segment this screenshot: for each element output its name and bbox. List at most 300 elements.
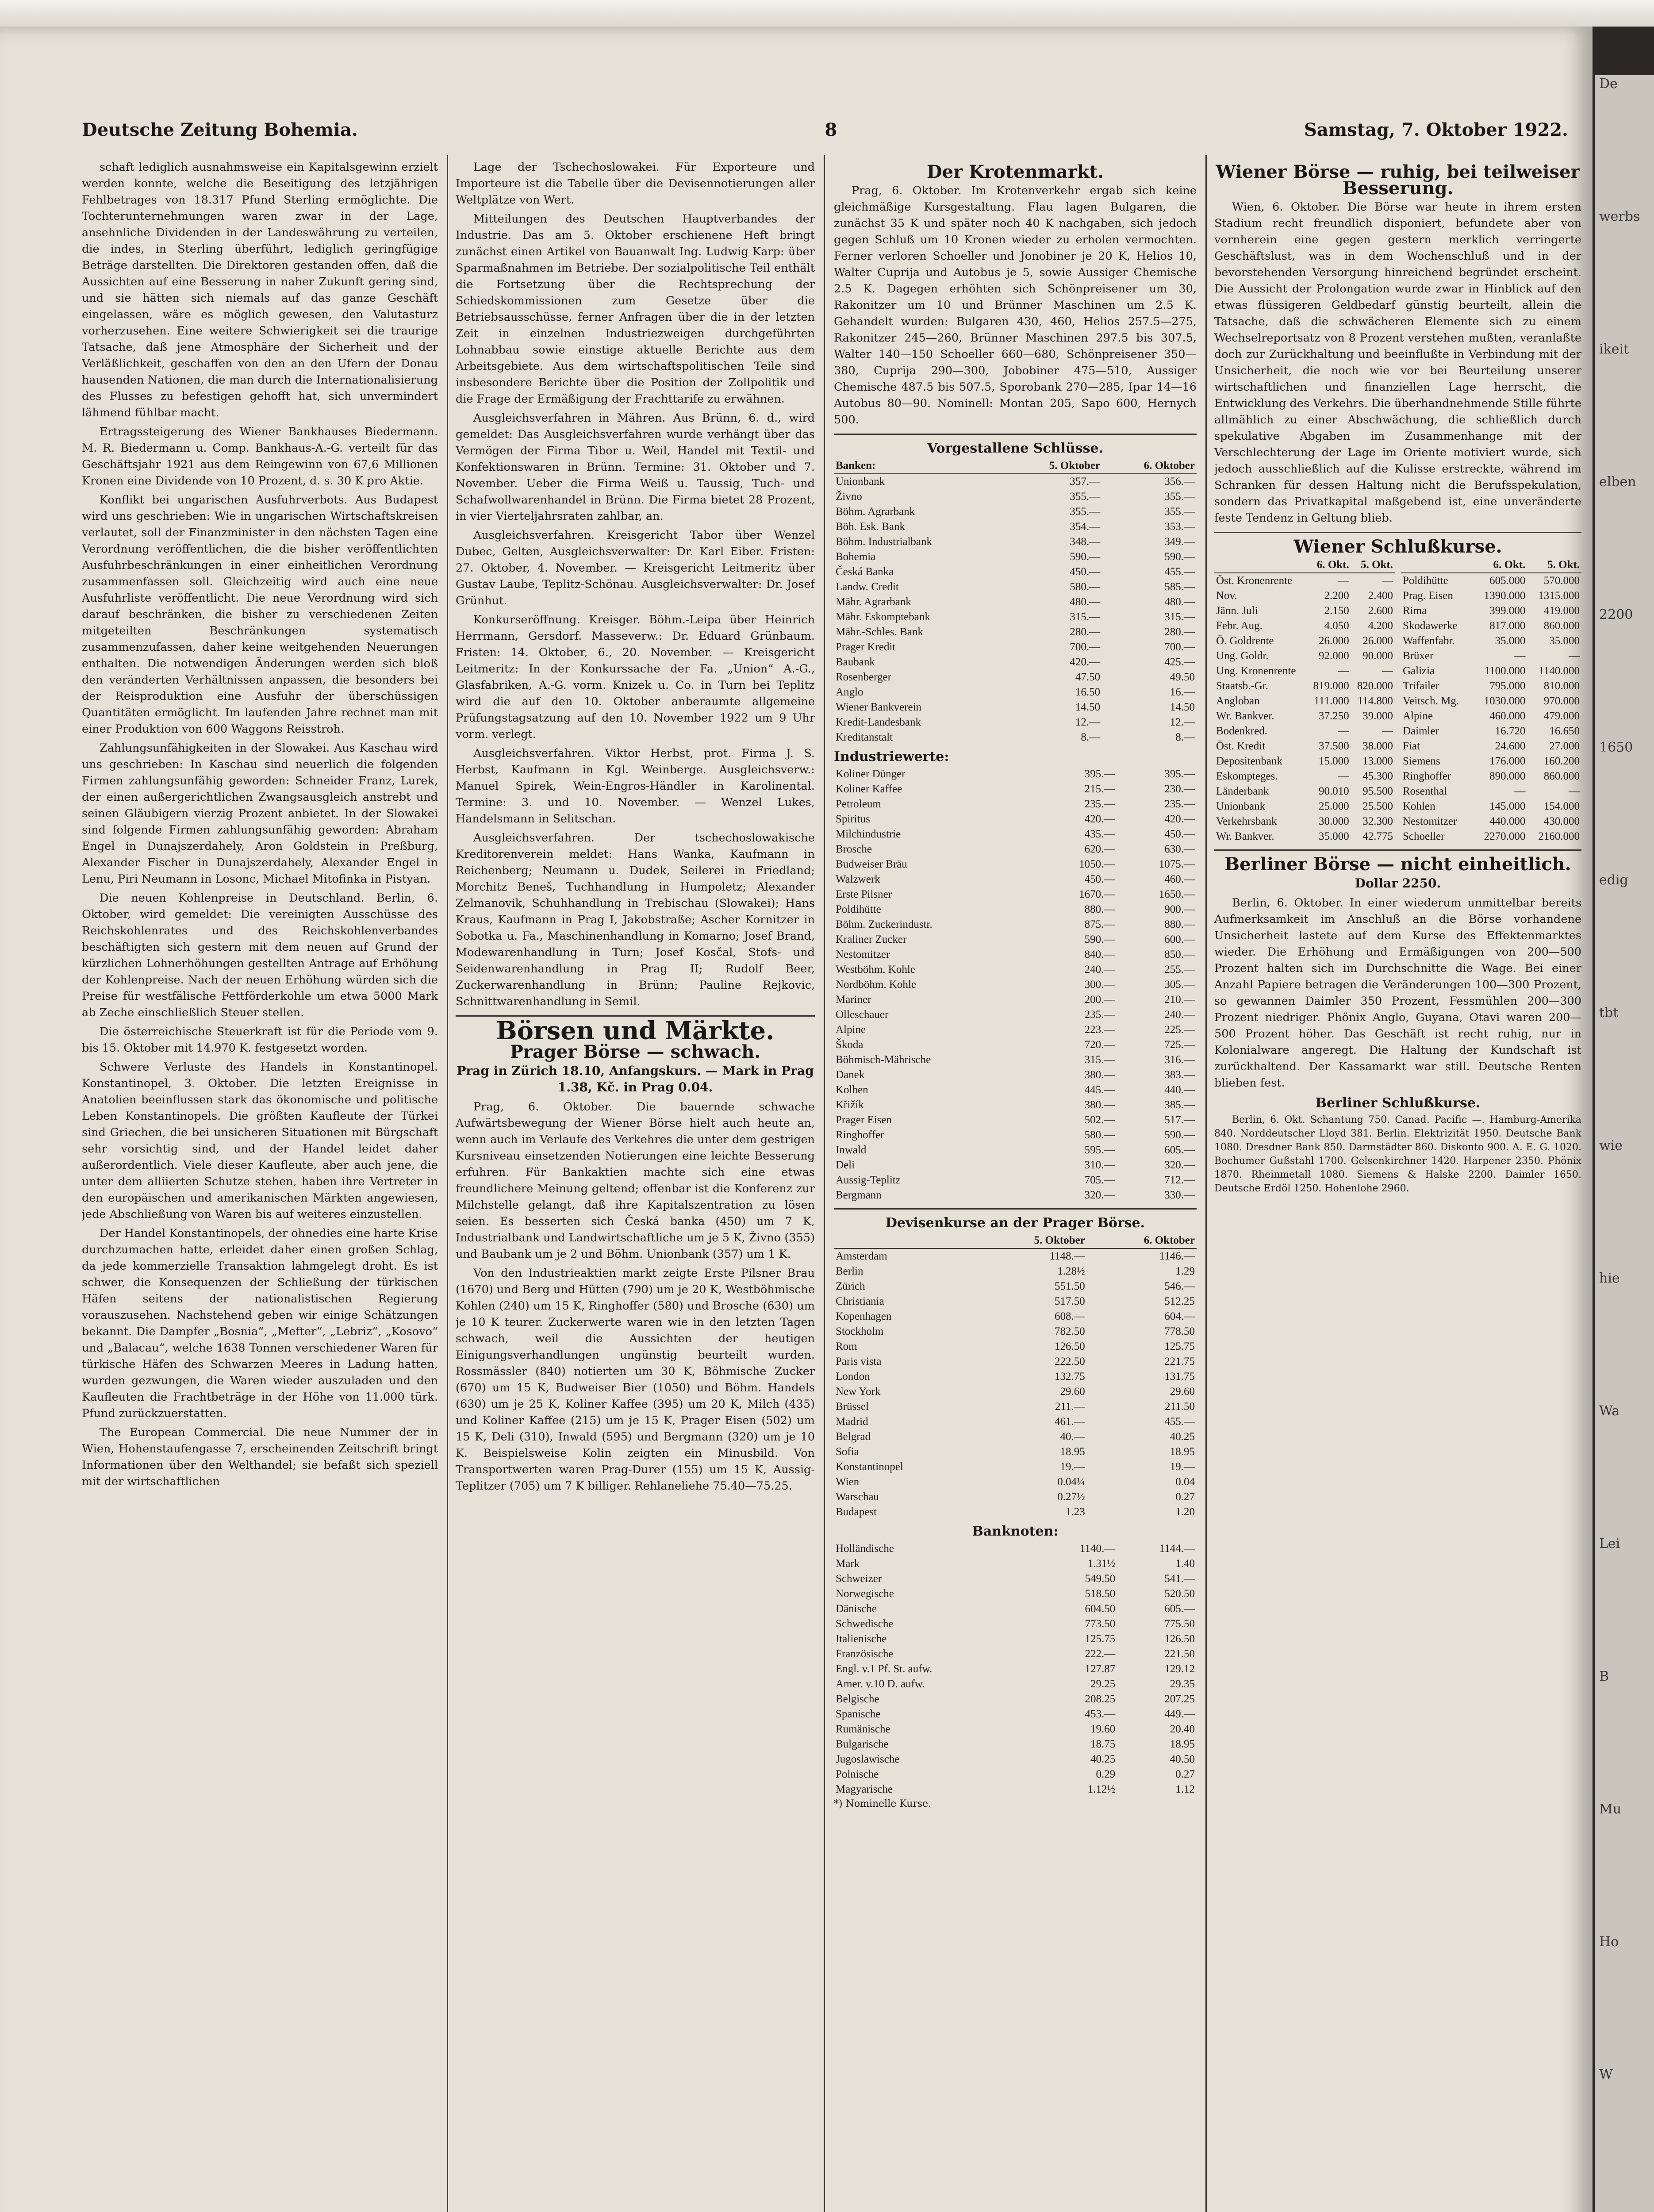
- divider: [1214, 532, 1581, 533]
- security-name: Kredit-Landesbank: [836, 716, 921, 728]
- rate-value: 1148.—: [1049, 1250, 1085, 1262]
- table-row: [834, 625, 1197, 640]
- paragraph: Lage der Tschechoslowakei. Für Exporteure und Importeure ist die Tabelle über die Devisennotierungen aller Weltplätze von Wert.: [456, 161, 815, 207]
- column-1: [82, 159, 438, 2212]
- table-row: [834, 1414, 1197, 1429]
- rate-value: 235.—: [1164, 798, 1195, 810]
- security-name: Kohlen: [1403, 800, 1435, 812]
- closing-rates-title: Vorgestallene Schlüsse.: [927, 441, 1104, 456]
- kroten-market-title: Der Krotenmarkt.: [926, 161, 1104, 182]
- table-row: [834, 1384, 1197, 1399]
- rate-value: 30.000: [1319, 815, 1349, 827]
- adjacent-page-strip: [1595, 75, 1654, 2212]
- security-name: Trifailer: [1403, 680, 1439, 692]
- table-row: [834, 1173, 1197, 1188]
- table-row: [834, 1369, 1197, 1384]
- rate-value: 860.000: [1543, 620, 1580, 632]
- rate-value: 820.000: [1357, 680, 1393, 692]
- table-row: [1214, 799, 1395, 814]
- table-row: [1401, 769, 1581, 784]
- table-row: [1214, 829, 1395, 844]
- banknotes-title: Banknoten:: [972, 1524, 1059, 1539]
- security-name: Staatsb.-Gr.: [1216, 680, 1269, 692]
- rate-value: 40.25: [1090, 1753, 1116, 1765]
- rate-value: 154.000: [1543, 800, 1580, 812]
- prague-exchange-title: Prager Börse — schwach.: [510, 1041, 761, 1062]
- adjacent-page-fragment: Lei: [1599, 1536, 1620, 1551]
- table-row: [1401, 694, 1581, 709]
- security-name: Öst. Kredit: [1216, 740, 1266, 752]
- rate-value: 211.50: [1165, 1401, 1195, 1413]
- rate-value: 778.50: [1164, 1325, 1195, 1337]
- table-row: [1214, 664, 1395, 679]
- security-name: Rosenthal: [1403, 785, 1447, 797]
- rate-value: 595.—: [1084, 1144, 1115, 1156]
- table-row: [1214, 573, 1395, 588]
- table-row: [1214, 679, 1395, 694]
- paragraph: Mitteilungen des Deutschen Hauptverbandes der Industrie. Das am 5. Oktober erschienene Heft bringt zunächst einen Artikel von Bauanwalt Ing. Ludwig Karp: über Sparmaßnahmen im Betriebe. Der sozialpolitische Teil enthält die Fortsetzung über die Rechtsprechung der Schiedskommissionen zum Gesetze über die Betriebsausschüsse, ferner Anfragen über die in der letzten Zeit in einzelnen Industriezweigen durchgeführten Lohnabbau sowie einstige aktuelle Berichte aus dem Arbeitsgebiete. Aus dem wirtschaftspolitischen Teile sind insbesondere Berichte über die Position der Zollpolitik und die Frage der Ermäßigung der Frachttarife zu erwähnen.: [456, 212, 815, 406]
- rate-value: 2.400: [1368, 590, 1393, 602]
- section-title-markets: Börsen und Märkte.: [496, 1016, 775, 1045]
- paragraph: Ausgleichsverfahren. Der tschechoslowakische Kreditorenverein meldet: Hans Wanka, Kaufmann in Reichenberg; Neumann u. Dudek, Seilerei in Friedland; Morchitz Beneš, Tuchhandlung in Humpoletz; Alexander Zelmanovik, Schuhhandlung in Trebischau (Slowakei); Hans Kraus, Kaufmann in Prag I, Jakobstraße; Ascher Kornitzer in Sobotka u. Fa., Maschinenhandlung in Komarno; Josef Brand, Modewarenhandlung in Turn; Josef Kosčal, Stofs- und Seidenwarenhandlung in Prag II; Rudolf Beer, Zuckerwarenhandlung in Brünn; Pauline Rejkovic, Schnittwarenhandlung in Semil.: [456, 831, 815, 1008]
- rate-value: 605.—: [1164, 1603, 1195, 1615]
- rate-value: —: [1382, 665, 1393, 677]
- rate-value: 310.—: [1084, 1159, 1115, 1171]
- security-name: Depositenbank: [1216, 755, 1282, 767]
- rate-value: 700.—: [1070, 641, 1101, 653]
- rate-value: 125.75: [1085, 1633, 1116, 1645]
- table-row: [834, 1022, 1197, 1037]
- rate-value: 461.—: [1055, 1416, 1085, 1428]
- rate-value: 705.—: [1084, 1174, 1115, 1186]
- rate-value: 520.50: [1164, 1588, 1195, 1600]
- rate-value: 4.050: [1324, 620, 1349, 632]
- rate-value: 0.27: [1175, 1768, 1195, 1780]
- rate-value: 29.60: [1060, 1386, 1085, 1398]
- col-header: 6. Okt.: [1307, 557, 1351, 573]
- rate-value: 435.—: [1084, 828, 1115, 840]
- table-row: [834, 1632, 1197, 1647]
- rate-value: 349.—: [1164, 536, 1195, 548]
- adjacent-page-fragment: Wa: [1599, 1403, 1620, 1419]
- col-header: 5. Okt.: [1351, 557, 1395, 573]
- footnote: *) Nominelle Kurse.: [834, 1798, 932, 1809]
- rate-value: 222.—: [1085, 1648, 1116, 1660]
- rate-value: 2270.000: [1484, 830, 1526, 842]
- rate-value: 27.000: [1549, 740, 1580, 752]
- col-header: 6. Oktober: [1102, 458, 1197, 474]
- rate-value: 29.60: [1170, 1386, 1195, 1398]
- adjacent-page-fragment: wie: [1599, 1138, 1623, 1153]
- security-name: London: [836, 1371, 870, 1382]
- paragraph: Zahlungsunfähigkeiten in der Slowakei. Aus Kaschau wird uns geschrieben: In Kaschau sind neuerlich die folgenden Firmen zahlungsunfähig geworden: Schneider Franz, Lurek, der einen außergerichtlichen Zwangsausgleich anstrebt und seinen Gläubigern vierzig Prozent anbietet. In der Slowakei sind folgende Firmen zahlungsunfähig geworden: Abraham Engel in Dunajszerdahely, Aron Goldstein in Preßburg, Alexander Fischer in Dunajszerdahely, Alexander Engel in Lenu, Piri Neumann in Losonc, Michael Mitofinka in Pistyan.: [82, 741, 438, 886]
- security-name: Bergmann: [836, 1189, 882, 1201]
- security-name: Ung. Kronenrente: [1216, 665, 1296, 677]
- security-name: Ringhoffer: [1403, 770, 1451, 782]
- rate-value: 357.—: [1070, 476, 1101, 488]
- table-row: [834, 1158, 1197, 1173]
- table-row: [1401, 754, 1581, 769]
- rate-value: 16.—: [1170, 686, 1195, 698]
- rate-value: 551.50: [1055, 1280, 1085, 1292]
- table-row: [834, 1037, 1197, 1052]
- security-name: Koliner Kaffee: [836, 783, 902, 795]
- table-row: [834, 887, 1197, 902]
- rate-value: 25.500: [1362, 800, 1393, 812]
- rate-value: 399.000: [1489, 605, 1526, 617]
- rate-value: 380.—: [1084, 1069, 1115, 1081]
- rate-value: 549.50: [1085, 1573, 1116, 1585]
- rate-value: 1650.—: [1159, 888, 1195, 900]
- rate-value: 2.150: [1324, 605, 1349, 617]
- rate-value: 95.500: [1362, 785, 1393, 797]
- security-name: Kreditanstalt: [836, 731, 893, 743]
- security-name: Alpine: [836, 1024, 866, 1036]
- rate-value: 580.—: [1084, 1129, 1115, 1141]
- paragraph: Ertragssteigerung des Wiener Bankhauses Biedermann. M. R. Biedermann u. Comp. Bankhaus-A.-G. verteilt für das Geschäftsjahr 1921 aus dem Reingewinn von 67,6 Millionen Kronen eine Dividende von 10 Prozent, d. s. 30 K pro Aktie.: [82, 425, 438, 488]
- vienna-closing-right: [1401, 557, 1581, 844]
- article-body: [456, 159, 815, 1010]
- berlin-closing-title: Berliner Schlußkurse.: [1315, 1095, 1481, 1111]
- security-name: Böhm. Zuckerindustr.: [836, 918, 933, 930]
- rate-value: 4.200: [1368, 620, 1393, 632]
- security-name: Nordböhm. Kohle: [836, 979, 916, 991]
- col-header: [1401, 557, 1473, 573]
- security-name: Anglo: [836, 686, 863, 698]
- table-row: [834, 1490, 1197, 1505]
- security-name: Stockholm: [836, 1325, 884, 1337]
- rate-value: 700.—: [1164, 641, 1195, 653]
- table-row: [834, 1707, 1197, 1722]
- foreign-exchange-table: [834, 1233, 1197, 1520]
- table-row: [1401, 618, 1581, 634]
- table-row: [834, 977, 1197, 992]
- rate-value: 129.12: [1164, 1663, 1195, 1675]
- rate-value: 420.—: [1164, 813, 1195, 825]
- table-row: [834, 1556, 1197, 1571]
- table-row: [834, 962, 1197, 977]
- table-row: [1214, 724, 1395, 739]
- rate-value: 0.27: [1175, 1491, 1195, 1503]
- page-number: 8: [825, 119, 837, 140]
- rate-value: 1075.—: [1159, 858, 1195, 870]
- table-row: [1401, 799, 1581, 814]
- table-row: [834, 827, 1197, 842]
- rate-value: 18.95: [1170, 1738, 1195, 1750]
- security-name: Öst. Kronenrente: [1216, 575, 1293, 587]
- security-name: Mähr.-Schles. Bank: [836, 626, 923, 638]
- rate-value: 230.—: [1164, 783, 1195, 795]
- rate-value: —: [1569, 650, 1580, 662]
- rate-value: 222.50: [1055, 1356, 1085, 1367]
- rate-value: —: [1569, 785, 1580, 797]
- table-row: [834, 655, 1197, 670]
- rate-value: 1.12½: [1087, 1783, 1116, 1795]
- rate-value: 782.50: [1055, 1325, 1085, 1337]
- rate-value: 49.50: [1170, 671, 1195, 683]
- rate-value: 300.—: [1084, 979, 1115, 991]
- security-name: Poldihütte: [836, 903, 881, 915]
- paragraph: Die österreichische Steuerkraft ist für die Periode vom 9. bis 15. Oktober mit 14.970 K. festgesetzt worden.: [82, 1025, 438, 1055]
- rate-value: 419.000: [1543, 605, 1580, 617]
- security-name: Inwald: [836, 1144, 867, 1156]
- security-name: Rosenberger: [836, 671, 891, 683]
- column-2: [456, 159, 815, 2212]
- table-row: [834, 767, 1197, 782]
- paragraph: Prag, 6. Oktober. Die bauernde schwache Aufwärtsbewegung der Wiener Börse hielt auch heute an, wenn auch im Verlaufe des Verkehres die unter dem gestrigen Kursniveau einsetzenden Notierungen eine leichte Besserung erfuhren. Für Bankaktien machte sich eine etwas freundlichere Meinung geltend; offenbar ist die Konferenz zur Milchstelle gelangt, daß ihre Kapitalszentration zu lösen seien. Es besserten sich Česká banka (450) um 7 K, Industrialbank und Landwirtschaftliche um je 5 K, Živno (355) und Baubank um je 2 und Böhm. Unionbank (357) um 1 K.: [456, 1100, 815, 1261]
- prague-exchange-subtitle: Prag in Zürich 18.10, Anfangskurs. — Mark in Prag 1.38, Kč. in Prag 0.04.: [457, 1064, 814, 1094]
- table-row: [834, 1752, 1197, 1767]
- rate-value: 305.—: [1164, 979, 1195, 991]
- rate-value: 19.60: [1090, 1723, 1116, 1735]
- col-header: 5. Oktober: [1007, 458, 1102, 474]
- table-row: [1214, 649, 1395, 664]
- rate-value: 29.35: [1170, 1678, 1195, 1690]
- rate-value: 35.000: [1495, 635, 1526, 647]
- rate-value: 225.—: [1164, 1024, 1195, 1036]
- rate-value: 517.50: [1055, 1295, 1085, 1307]
- rate-value: 875.—: [1084, 918, 1115, 930]
- rate-value: 620.—: [1084, 843, 1115, 855]
- security-name: Bodenkred.: [1216, 725, 1267, 737]
- rate-value: 605.000: [1489, 575, 1526, 587]
- security-name: Wr. Bankver.: [1216, 710, 1274, 722]
- rate-value: 35.000: [1549, 635, 1580, 647]
- adjacent-page-fragment: tbt: [1599, 1005, 1619, 1021]
- rate-value: 353.—: [1164, 521, 1195, 533]
- rate-value: 354.—: [1070, 521, 1101, 533]
- rate-value: 880.—: [1084, 903, 1115, 915]
- rate-value: 0.27½: [1057, 1491, 1085, 1503]
- table-row: [834, 1248, 1197, 1264]
- security-name: Mähr. Eskomptebank: [836, 611, 930, 623]
- rate-value: 127.87: [1085, 1663, 1116, 1675]
- table-row: [834, 842, 1197, 857]
- rate-value: 450.—: [1070, 566, 1101, 578]
- rate-value: 92.000: [1319, 650, 1349, 662]
- rate-value: —: [1382, 725, 1393, 737]
- table-row: [834, 1339, 1197, 1354]
- rate-value: 585.—: [1164, 581, 1195, 593]
- table-row: [1401, 588, 1581, 603]
- table-row: [834, 610, 1197, 625]
- security-name: Baubank: [836, 656, 875, 668]
- rate-value: 541.—: [1164, 1573, 1195, 1585]
- rate-value: 795.000: [1489, 680, 1526, 692]
- rate-value: 26.000: [1362, 635, 1393, 647]
- rate-value: 720.—: [1084, 1039, 1115, 1051]
- rate-value: 19.—: [1060, 1461, 1085, 1473]
- table-row: [834, 1429, 1197, 1444]
- table-row: [1401, 724, 1581, 739]
- table-row: [834, 1007, 1197, 1022]
- table-row: [1401, 739, 1581, 754]
- rate-value: 517.—: [1164, 1114, 1195, 1126]
- rate-value: 47.50: [1075, 671, 1101, 683]
- rate-value: 605.—: [1164, 1144, 1195, 1156]
- table-row: [1214, 618, 1395, 634]
- rate-value: 580.—: [1070, 581, 1101, 593]
- table-row: [834, 1309, 1197, 1324]
- security-name: Engl. v.1 Pf. St. aufw.: [836, 1663, 933, 1675]
- table-row: [834, 715, 1197, 730]
- table-row: [834, 700, 1197, 715]
- security-name: Koliner Dünger: [836, 768, 906, 780]
- rate-value: 221.50: [1164, 1648, 1195, 1660]
- rate-value: 630.—: [1164, 843, 1195, 855]
- table-row: [834, 1505, 1197, 1520]
- rate-value: —: [1338, 665, 1349, 677]
- table-row: [834, 1647, 1197, 1662]
- security-name: Milchindustrie: [836, 828, 901, 840]
- rate-value: 810.000: [1543, 680, 1580, 692]
- rate-value: 430.000: [1543, 815, 1580, 827]
- table-row: [834, 812, 1197, 827]
- adjacent-page-fragment: werbs: [1599, 209, 1640, 224]
- security-name: Rumänische: [836, 1723, 890, 1735]
- column-4: [1214, 159, 1581, 2212]
- table-row: [1214, 634, 1395, 649]
- table-row: [834, 857, 1197, 872]
- rate-value: 1.20: [1175, 1506, 1195, 1518]
- rate-value: 570.000: [1543, 575, 1580, 587]
- security-name: Poldihütte: [1403, 575, 1448, 587]
- issue-date: Samstag, 7. Oktober 1922.: [1304, 119, 1568, 140]
- rate-value: 712.—: [1164, 1174, 1195, 1186]
- table-row: [834, 1143, 1197, 1158]
- security-name: Polnische: [836, 1768, 879, 1780]
- security-name: Alpine: [1403, 710, 1433, 722]
- vienna-exchange-title: Wiener Börse — ruhig, bei teilweiser Besserung.: [1216, 161, 1580, 199]
- security-name: New York: [836, 1386, 881, 1398]
- rate-value: —: [1338, 770, 1349, 782]
- rate-value: 215.—: [1084, 783, 1115, 795]
- rate-value: 1050.—: [1079, 858, 1115, 870]
- security-name: Sofia: [836, 1446, 859, 1458]
- rate-value: 449.—: [1164, 1708, 1195, 1720]
- berlin-exchange-text: Berlin, 6. Oktober. In einer wiederum unmittelbar bereits Aufmerksamkeit im Anschluß an die Börse vorhandene Unsicherheit lastete auf dem Kurse des Effektenmarktes wieder. Die Erhöhung und Ermäßigungen von 200—500 Prozent halten sich im Durchschnitte die Wage. Bei einer Anzahl Papiere betragen die Veränderungen 100—300 Prozent, so gewannen Daimler 350 Prozent, Fessmühlen 200—300 Prozent niedriger. Phönix Anglo, Guyana, Otavi waren 200—500 Prozent höher. Das Geschäft ist recht ruhig, nur in Kolonialware angeregt. Die Haltung der Kundschaft ist zurückhaltend. Der Kassamarkt war still. Deutsche Renten blieben fest.: [1214, 896, 1581, 1090]
- adjacent-page-fragment: hie: [1599, 1271, 1620, 1286]
- table-row: [834, 504, 1197, 519]
- security-name: Kolben: [836, 1084, 868, 1096]
- rate-value: 1144.—: [1159, 1543, 1195, 1555]
- table-row: [1214, 769, 1395, 784]
- rate-value: 773.50: [1085, 1618, 1116, 1630]
- table-row: [834, 489, 1197, 504]
- table-row: [834, 932, 1197, 947]
- rate-value: 0.29: [1096, 1768, 1116, 1780]
- security-name: Brosche: [836, 843, 872, 855]
- rate-value: 280.—: [1070, 626, 1101, 638]
- rate-value: 40.25: [1170, 1431, 1195, 1443]
- table-row: [834, 1083, 1197, 1098]
- rate-value: 890.000: [1489, 770, 1526, 782]
- security-name: Siemens: [1403, 755, 1440, 767]
- security-name: Daimler: [1403, 725, 1439, 737]
- industrial-rates-table: [834, 767, 1197, 1203]
- security-name: Aussig-Teplitz: [836, 1174, 901, 1186]
- table-row: [834, 917, 1197, 932]
- rate-value: 440.—: [1164, 1084, 1195, 1096]
- table-row: [1401, 784, 1581, 799]
- rate-value: 1.28½: [1057, 1265, 1085, 1277]
- table-row: [834, 1541, 1197, 1556]
- berlin-exchange-title: Berliner Börse — nicht einheitlich.: [1224, 854, 1571, 875]
- security-name: Böhm. Agrarbank: [836, 506, 915, 518]
- table-row: [834, 1294, 1197, 1309]
- rate-value: 1.29: [1175, 1265, 1195, 1277]
- rate-value: 39.000: [1362, 710, 1393, 722]
- table-row: [1214, 814, 1395, 829]
- column-3: [834, 159, 1197, 2212]
- security-name: Bulgarische: [836, 1738, 889, 1750]
- rate-value: 20.40: [1170, 1723, 1195, 1735]
- rate-value: 880.—: [1164, 918, 1195, 930]
- security-name: Deli: [836, 1159, 855, 1171]
- rate-value: 35.000: [1319, 830, 1349, 842]
- security-name: Angloban: [1216, 695, 1260, 707]
- table-row: [834, 640, 1197, 655]
- security-name: Prager Eisen: [836, 1114, 892, 1126]
- rate-value: 2.600: [1368, 605, 1393, 617]
- rate-value: 330.—: [1164, 1189, 1195, 1201]
- divider: [1214, 849, 1581, 851]
- rate-value: 460.—: [1164, 873, 1195, 885]
- rate-value: 221.75: [1164, 1356, 1195, 1367]
- security-name: Febr. Aug.: [1216, 620, 1263, 632]
- rate-value: 502.—: [1084, 1114, 1115, 1126]
- rate-value: 8.—: [1081, 731, 1101, 743]
- rate-value: 590.—: [1084, 933, 1115, 945]
- rate-value: 518.50: [1085, 1588, 1116, 1600]
- rate-value: 90.000: [1362, 650, 1393, 662]
- rate-value: 900.—: [1164, 903, 1195, 915]
- table-row: [834, 534, 1197, 549]
- table-row: [834, 549, 1197, 565]
- newspaper-title: Deutsche Zeitung Bohemia.: [82, 119, 358, 140]
- security-name: Walzwerk: [836, 873, 880, 885]
- security-name: Madrid: [836, 1416, 868, 1428]
- table-row: [834, 730, 1197, 745]
- security-name: Wiener Bankverein: [836, 701, 922, 713]
- rate-value: 45.300: [1362, 770, 1393, 782]
- rate-value: 356.—: [1164, 476, 1195, 488]
- rate-value: —: [1514, 785, 1526, 797]
- rate-value: 840.—: [1084, 949, 1115, 960]
- adjacent-page-fragment: elben: [1599, 474, 1636, 490]
- table-row: [1214, 784, 1395, 799]
- table-row: [834, 1068, 1197, 1083]
- rate-value: 1100.000: [1484, 665, 1526, 677]
- table-row: [834, 1264, 1197, 1279]
- security-name: Nestomitzer: [836, 949, 890, 960]
- rate-value: 223.—: [1084, 1024, 1115, 1036]
- table-row: [834, 1475, 1197, 1490]
- rate-value: 38.000: [1362, 740, 1393, 752]
- table-row: [834, 685, 1197, 700]
- rate-value: 145.000: [1489, 800, 1526, 812]
- rate-value: 383.—: [1164, 1069, 1195, 1081]
- rate-value: 280.—: [1164, 626, 1195, 638]
- table-row: [1214, 709, 1395, 724]
- table-row: [834, 1601, 1197, 1617]
- rate-value: 235.—: [1084, 1009, 1115, 1021]
- rate-value: 13.000: [1362, 755, 1393, 767]
- table-row: [834, 595, 1197, 610]
- col-header: [1214, 557, 1307, 573]
- table-row: [1401, 603, 1581, 618]
- rate-value: 604.—: [1164, 1310, 1195, 1322]
